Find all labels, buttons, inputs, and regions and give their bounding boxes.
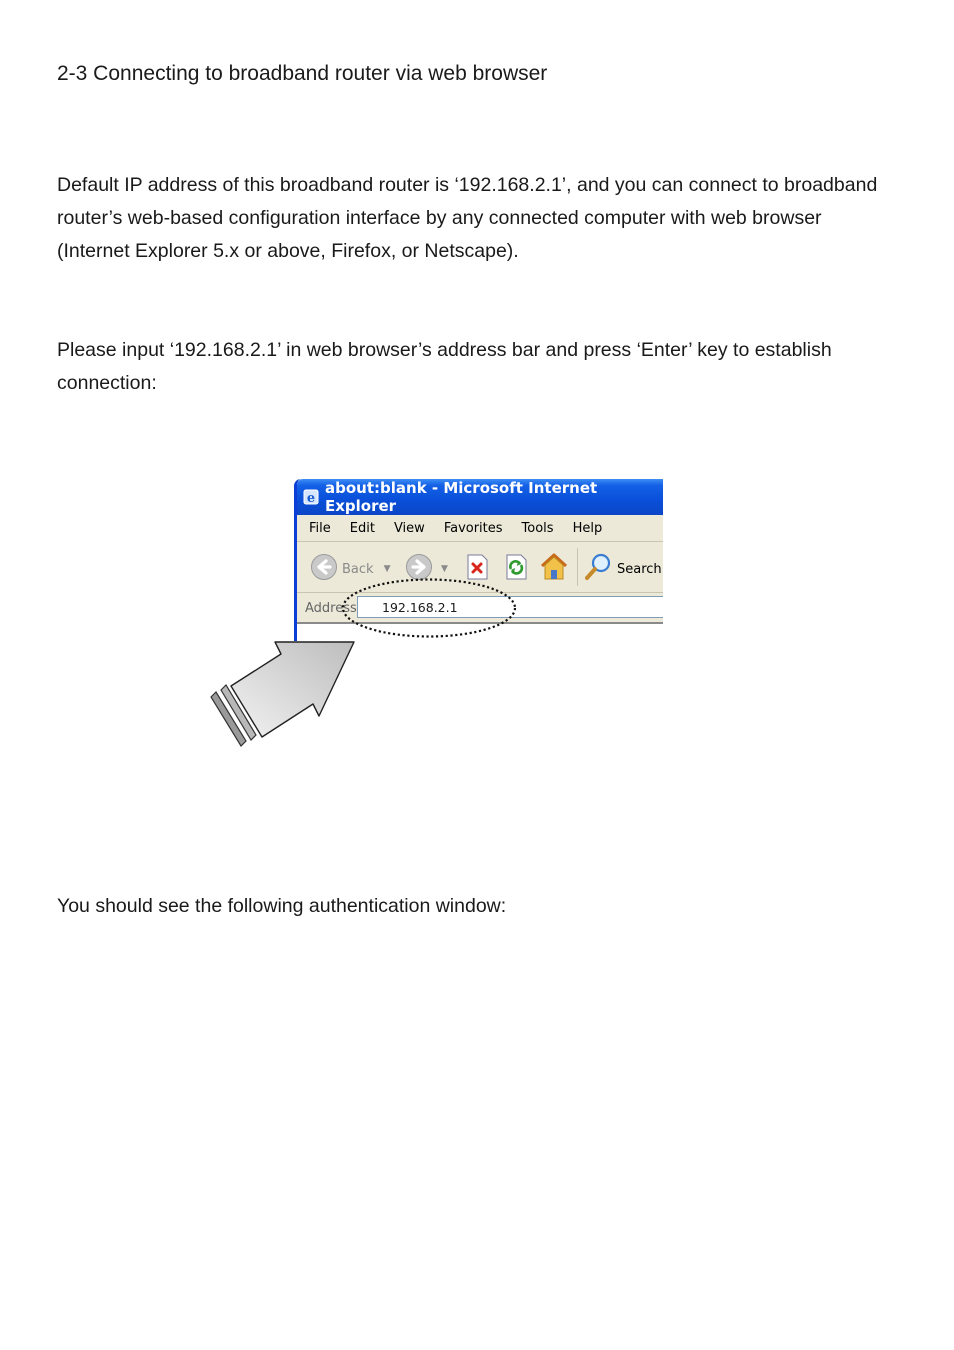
search-label: Search <box>617 561 662 577</box>
paragraph-default-ip: Default IP address of this broadband router is ‘192.168.2.1’, and you can connect to broadband router’s web-based configuration interface by any connected computer with web browser (Internet Explorer 5.x or above, Firefox, or Netscape). <box>57 174 878 262</box>
menu-file[interactable]: File <box>309 520 331 536</box>
paragraph-auth-window: You should see the following authentication window: <box>57 895 507 917</box>
menu-view[interactable]: View <box>393 520 425 536</box>
section-heading: 2-3 Connecting to broadband router via web browser <box>57 62 548 85</box>
back-label: Back <box>342 561 374 577</box>
menu-help[interactable]: Help <box>572 520 603 536</box>
address-label: Address <box>305 600 357 616</box>
paragraph-input-instruction: Please input ‘192.168.2.1’ in web browser’s address bar and press ‘Enter’ key to establish connection: <box>57 339 832 394</box>
svg-text:e: e <box>306 491 316 505</box>
menu-favorites[interactable]: Favorites <box>443 520 503 536</box>
pointer-arrow-icon <box>211 642 354 746</box>
chevron-down-icon: ▼ <box>383 564 391 574</box>
highlight-ellipse <box>343 580 515 637</box>
menu-edit[interactable]: Edit <box>349 520 375 536</box>
address-input[interactable]: 192.168.2.1 <box>357 596 663 618</box>
menu-tools[interactable]: Tools <box>521 520 554 536</box>
chevron-down-icon: ▼ <box>441 564 448 574</box>
browser-title: about:blank - Microsoft Internet Explorer <box>325 479 598 515</box>
